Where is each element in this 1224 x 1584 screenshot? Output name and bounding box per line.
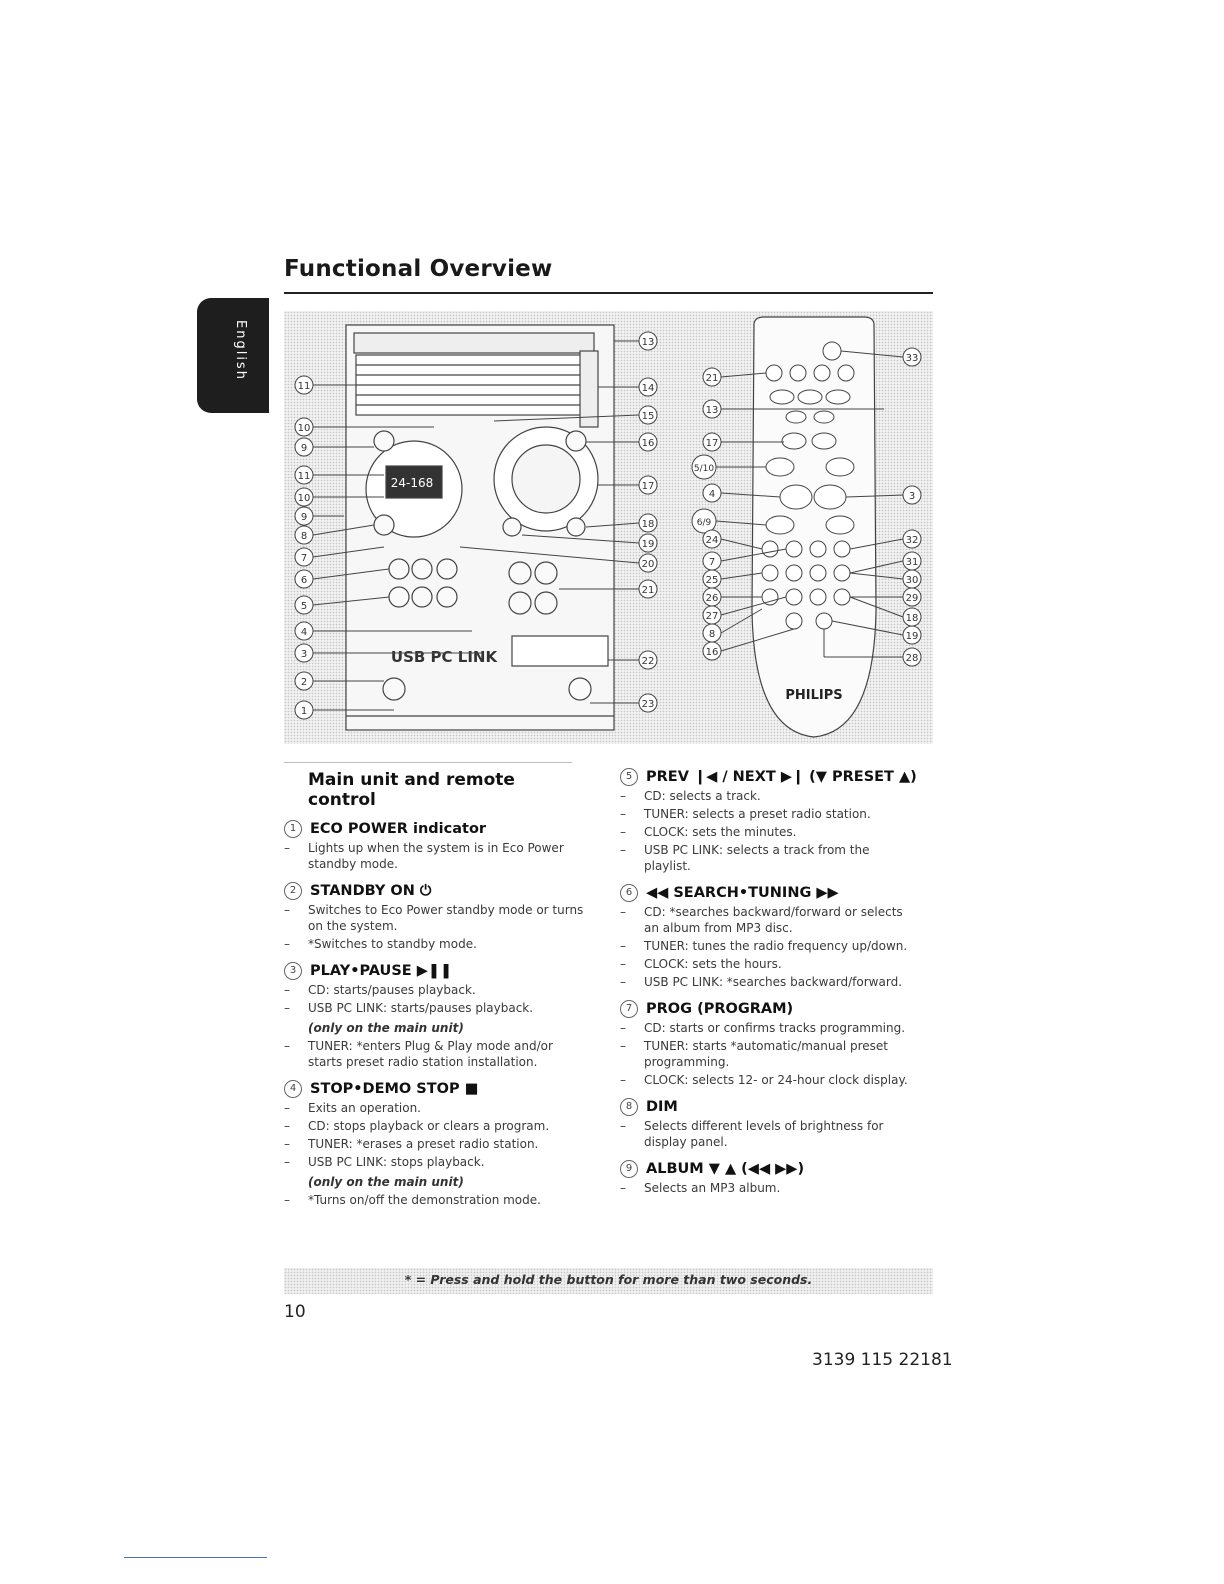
remote-callout-13: 13 xyxy=(705,405,719,416)
page-title: Functional Overview xyxy=(284,256,553,282)
callout-4: 4 xyxy=(300,627,308,638)
remote-callout-26: 26 xyxy=(705,593,719,604)
entry-2 xyxy=(284,882,584,952)
entry-heading xyxy=(284,820,584,838)
entry-heading-text: ◀◀ SEARCH•TUNING ▶▶ xyxy=(646,885,839,901)
entry-line xyxy=(284,1100,584,1116)
entry-9 xyxy=(620,1160,920,1196)
entry-line-text: CD: starts or confirms tracks programming. xyxy=(644,1021,906,1035)
remote-callout-33: 33 xyxy=(905,353,919,364)
callout-20: 20 xyxy=(641,559,655,570)
entry-line-text: USB PC LINK: selects a track from the playlist. xyxy=(644,843,870,873)
entry-heading xyxy=(620,1098,920,1116)
entry-line xyxy=(620,1038,920,1070)
bullet-dash: – xyxy=(620,1119,626,1133)
right-entries xyxy=(620,768,920,1196)
entry-number-badge: 7 xyxy=(620,1000,638,1018)
remote-callout-17: 17 xyxy=(705,438,719,449)
entry-heading-text: ECO POWER indicator xyxy=(310,821,487,837)
bullet-dash: – xyxy=(620,789,626,803)
entry-heading-text: ALBUM ▼ ▲ (◀◀ ▶▶) xyxy=(646,1161,805,1177)
callout-3: 3 xyxy=(300,649,308,660)
entry-line xyxy=(284,902,584,934)
bullet-dash: – xyxy=(284,1155,290,1169)
entry-heading xyxy=(620,768,920,786)
footer-note: * = Press and hold the button for more than two seconds. xyxy=(404,1272,813,1287)
entry-line-text: Selects different levels of brightness for display panel. xyxy=(644,1119,884,1149)
entry-line-text: CLOCK: selects 12- or 24-hour clock display. xyxy=(644,1073,908,1087)
remote-callout-29: 29 xyxy=(905,593,919,604)
entry-line xyxy=(284,1118,584,1134)
entry-heading-text: DIM xyxy=(646,1099,678,1115)
callout-6: 6 xyxy=(300,575,308,586)
entry-heading-text: PLAY•PAUSE ▶❚❚ xyxy=(310,963,453,979)
entry-heading-text: STOP•DEMO STOP ■ xyxy=(310,1081,479,1097)
bullet-dash: – xyxy=(620,843,626,857)
callout-12: 11 xyxy=(297,381,311,392)
entry-line xyxy=(620,806,920,822)
entry-line xyxy=(620,788,920,804)
entry-heading-text: PROG (PROGRAM) xyxy=(646,1001,794,1017)
language-tab xyxy=(197,298,269,413)
bullet-dash: – xyxy=(620,825,626,839)
callout-11: 11 xyxy=(297,471,311,482)
entry-number-badge: 9 xyxy=(620,1160,638,1178)
entry-line-text: TUNER: tunes the radio frequency up/down. xyxy=(644,939,908,953)
callout-19: 19 xyxy=(641,539,655,550)
entry-line xyxy=(620,938,920,954)
bullet-dash: – xyxy=(620,1181,626,1195)
entry-heading xyxy=(620,884,920,902)
callout-9b: 9 xyxy=(300,512,308,523)
entry-7 xyxy=(620,1000,920,1088)
callout-8: 8 xyxy=(300,531,308,542)
remote-callout-3: 3 xyxy=(908,491,916,502)
entry-line-text: CD: *searches backward/forward or selects an album from MP3 disc. xyxy=(644,905,903,935)
entry-heading xyxy=(620,1160,920,1178)
entry-line-text: *Turns on/off the demonstration mode. xyxy=(308,1193,541,1207)
remote-callout-32: 32 xyxy=(905,535,919,546)
callout-14: 14 xyxy=(641,383,655,394)
section-rule xyxy=(284,762,572,763)
entry-line-text: TUNER: selects a preset radio station. xyxy=(644,807,871,821)
bullet-dash: – xyxy=(284,1001,290,1015)
remote-callout-18: 18 xyxy=(905,613,919,624)
entry-line xyxy=(284,1154,584,1170)
entry-line xyxy=(620,974,920,990)
entry-line xyxy=(620,1072,920,1088)
entry-line-text: Switches to Eco Power standby mode or turns on the system. xyxy=(308,903,584,933)
usb-pc-link-label: USB PC LINK xyxy=(390,648,498,666)
entry-line-text: TUNER: *erases a preset radio station. xyxy=(308,1137,539,1151)
entry-line xyxy=(284,982,584,998)
title-rule xyxy=(284,292,933,294)
remote-callout-24: 24 xyxy=(705,535,719,546)
entry-note: (only on the main unit) xyxy=(308,1021,464,1035)
entry-line xyxy=(620,904,920,936)
callout-15: 15 xyxy=(641,411,655,422)
entry-heading xyxy=(284,1080,584,1098)
bullet-dash: – xyxy=(284,841,290,855)
entry-5 xyxy=(620,768,920,874)
remote-callout-7: 7 xyxy=(708,557,716,568)
callout-7: 7 xyxy=(300,553,308,564)
entry-4 xyxy=(284,1080,584,1208)
bullet-dash: – xyxy=(284,983,290,997)
remote-callout-30: 30 xyxy=(905,575,919,586)
language-tab-label: English xyxy=(233,320,248,381)
entry-line xyxy=(620,1118,920,1150)
callout-16: 16 xyxy=(641,438,655,449)
entry-line xyxy=(284,1038,584,1070)
callout-21: 21 xyxy=(641,585,655,596)
device-illustration xyxy=(284,311,933,744)
entry-heading xyxy=(284,962,584,980)
callout-1: 1 xyxy=(300,706,308,717)
bullet-dash: – xyxy=(620,1021,626,1035)
entry-line-text: CLOCK: sets the hours. xyxy=(644,957,782,971)
entry-line-text: Exits an operation. xyxy=(308,1101,421,1115)
entry-line-text: TUNER: starts *automatic/manual preset programming. xyxy=(644,1039,889,1069)
callout-5: 5 xyxy=(300,601,308,612)
entry-line-text: TUNER: *enters Plug & Play mode and/or starts preset radio station installation. xyxy=(308,1039,553,1069)
remote-callout-25: 25 xyxy=(705,575,719,586)
callout-13: 13 xyxy=(641,337,655,348)
entry-3 xyxy=(284,962,584,1070)
entry-line-text: *Switches to standby mode. xyxy=(308,937,477,951)
bottom-link-line xyxy=(124,1557,267,1558)
entry-line xyxy=(620,1020,920,1036)
bullet-dash: – xyxy=(620,975,626,989)
callout-23: 23 xyxy=(641,699,655,710)
entry-8 xyxy=(620,1098,920,1150)
left-column xyxy=(284,770,584,1208)
bullet-dash: – xyxy=(284,1119,290,1133)
entry-line-text: CD: stops playback or clears a program. xyxy=(308,1119,550,1133)
callout-18: 18 xyxy=(641,519,655,530)
remote-callout-21: 21 xyxy=(705,373,719,384)
page-number: 10 xyxy=(284,1302,306,1322)
remote-callout-27: 27 xyxy=(705,611,719,622)
entry-line-text: USB PC LINK: starts/pauses playback. xyxy=(308,1001,534,1015)
remote-callout-28: 28 xyxy=(905,653,919,664)
entry-line-text: Lights up when the system is in Eco Power standby mode. xyxy=(308,841,564,871)
remote-callout-19: 19 xyxy=(905,631,919,642)
entry-1 xyxy=(284,820,584,872)
entry-heading-text: PREV ❙◀ / NEXT ▶❙ (▼ PRESET ▲) xyxy=(646,769,917,785)
entry-number-badge: 1 xyxy=(284,820,302,838)
entry-note: (only on the main unit) xyxy=(308,1175,464,1189)
remote-callout-5-10: 5/10 xyxy=(693,464,715,474)
callout-9a: 9 xyxy=(300,443,308,454)
bullet-dash: – xyxy=(284,903,290,917)
bullet-dash: – xyxy=(284,1101,290,1115)
bullet-dash: – xyxy=(284,1193,290,1207)
brand-logo: PHILIPS xyxy=(785,688,843,703)
entry-line-text: CD: selects a track. xyxy=(644,789,761,803)
bullet-dash: – xyxy=(620,1039,626,1053)
callout-10b: 10 xyxy=(297,493,311,504)
entry-line-text: USB PC LINK: *searches backward/forward. xyxy=(644,975,903,989)
entry-line-text: CD: starts/pauses playback. xyxy=(308,983,476,997)
bullet-dash: – xyxy=(620,807,626,821)
entry-line xyxy=(284,1136,584,1152)
main-unit xyxy=(346,325,614,730)
bullet-dash: – xyxy=(620,905,626,919)
entry-heading-text: STANDBY ON ⏻ xyxy=(310,883,432,899)
entry-number-badge: 4 xyxy=(284,1080,302,1098)
entry-line xyxy=(284,840,584,872)
bullet-dash: – xyxy=(620,957,626,971)
remote-callout-31: 31 xyxy=(905,557,919,568)
entry-line-text: USB PC LINK: stops playback. xyxy=(308,1155,485,1169)
bullet-dash: – xyxy=(620,939,626,953)
entry-line xyxy=(620,842,920,874)
entry-number-badge: 6 xyxy=(620,884,638,902)
entry-line xyxy=(620,824,920,840)
entry-number-badge: 3 xyxy=(284,962,302,980)
entry-number-badge: 8 xyxy=(620,1098,638,1116)
entry-line xyxy=(620,1180,920,1196)
entry-line xyxy=(284,1192,584,1208)
entry-line-text: Selects an MP3 album. xyxy=(644,1181,781,1195)
section-title: Main unit and remote control xyxy=(308,770,515,810)
callout-10a: 10 xyxy=(297,423,311,434)
remote-callout-8: 8 xyxy=(708,629,716,640)
display-readout: 24-168 xyxy=(390,476,434,490)
entry-heading xyxy=(284,882,584,900)
remote-callout-4: 4 xyxy=(708,489,716,500)
bullet-dash: – xyxy=(284,1137,290,1151)
footer-note-bar xyxy=(284,1268,933,1294)
bullet-dash: – xyxy=(284,937,290,951)
remote-callout-6-9: 6/9 xyxy=(696,518,712,528)
entry-line xyxy=(284,1000,584,1016)
callout-2: 2 xyxy=(300,677,308,688)
bullet-dash: – xyxy=(284,1039,290,1053)
callout-22: 22 xyxy=(641,656,655,667)
entry-6 xyxy=(620,884,920,990)
entry-line-text: CLOCK: sets the minutes. xyxy=(644,825,797,839)
entry-number-badge: 5 xyxy=(620,768,638,786)
callout-17: 17 xyxy=(641,481,655,492)
entry-heading xyxy=(620,1000,920,1018)
entry-number-badge: 2 xyxy=(284,882,302,900)
left-entries xyxy=(284,820,584,1208)
document-number: 3139 115 22181 xyxy=(812,1350,953,1370)
right-column xyxy=(620,768,920,1196)
entry-line xyxy=(284,936,584,952)
illustration-svg xyxy=(284,311,933,744)
remote-callout-16: 16 xyxy=(705,647,719,658)
bullet-dash: – xyxy=(620,1073,626,1087)
entry-line xyxy=(620,956,920,972)
